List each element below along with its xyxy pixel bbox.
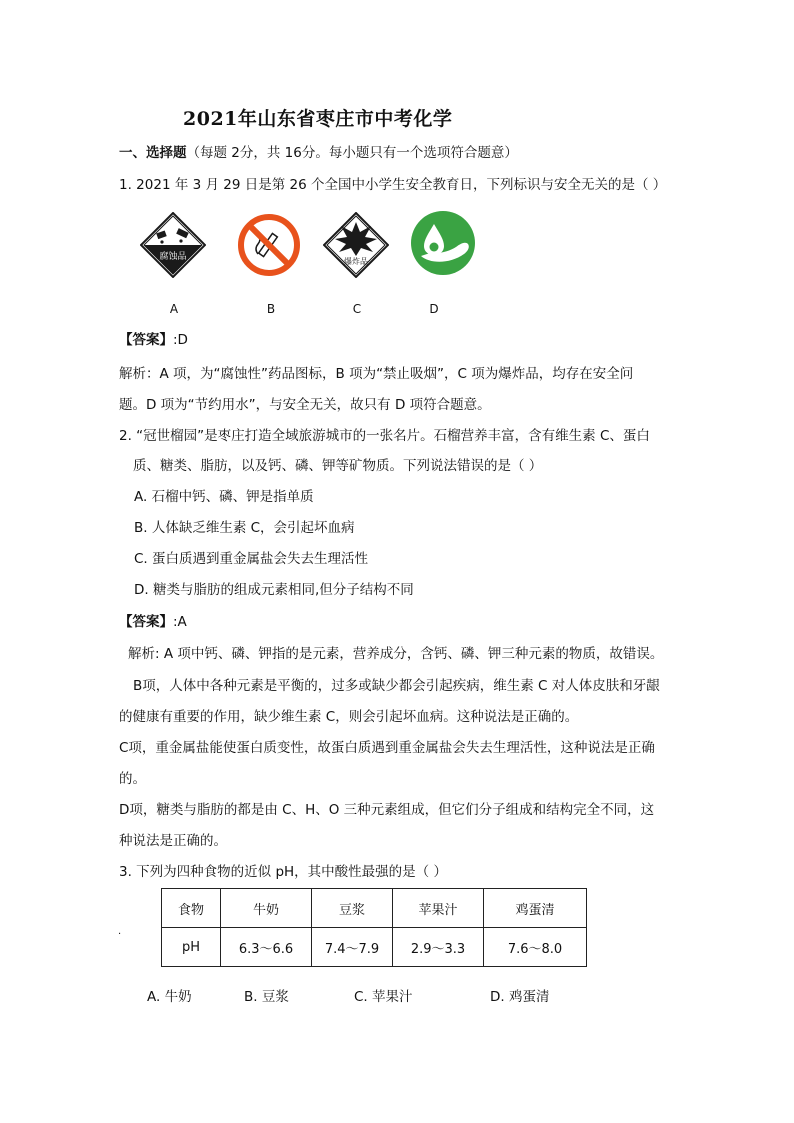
- section-header: [119, 143, 518, 163]
- table-cell: 6.3～6.6: [221, 928, 312, 967]
- question-1-analysis-line: 题。D 项为“节约用水”，与安全无关，故只有 D 项符合题意。: [119, 397, 491, 413]
- question-2-analysis-line: B项，人体中各种元素是平衡的，过多或缺少都会引起疾病，维生素 C 对人体皮肤和牙龈: [133, 678, 660, 694]
- question-2-analysis-line: 解析: A 项中钙、磷、钾指的是元素，营养成分，含钙、磷、钾三种元素的物质，故错误。: [128, 646, 664, 662]
- answer-label: 【答案】: [119, 614, 173, 630]
- question-1-analysis-line: 解析：A 项，为“腐蚀性”药品图标，B 项为“禁止吸烟”，C 项为爆炸品，均存在安全问: [119, 366, 634, 382]
- question-2-option-d: D. 糖类与脂肪的组成元素相同,但分子结构不同: [134, 582, 414, 598]
- water-saving-icon: [410, 210, 476, 276]
- table-header-cell: 牛奶: [221, 889, 312, 928]
- table-cell: pH: [162, 928, 221, 967]
- answer-label: 【答案】: [119, 332, 173, 348]
- section-heading: 一、选择题: [119, 145, 187, 161]
- corrosive-hazard-icon: [140, 212, 206, 278]
- option-label-d: D: [429, 302, 439, 316]
- question-2-analysis-line: D项，糖类与脂肪的都是由 C、H、O 三种元素组成，但它们分子组成和结构完全不同，这: [119, 802, 655, 818]
- table-cell: 7.4～7.9: [312, 928, 393, 967]
- table-header-cell: 鸡蛋清: [484, 889, 587, 928]
- question-3-text: 3. 下列为四种食物的近似 pH，其中酸性最强的是（ ）: [119, 864, 447, 880]
- table-header-cell: 苹果汁: [393, 889, 484, 928]
- option-label-c: C: [352, 302, 362, 316]
- question-1-answer: [119, 330, 188, 350]
- option-label-b: B: [266, 302, 276, 316]
- question-2-analysis-line: C项，重金属盐能使蛋白质变性，故蛋白质遇到重金属盐会失去生理活性，这种说法是正确: [119, 740, 655, 756]
- question-3-option-c: C. 苹果汁: [354, 989, 413, 1005]
- question-1-text: 1. 2021 年 3 月 29 日是第 26 个全国中小学生安全教育日，下列标识与安全无关的是（ ）: [119, 177, 667, 193]
- explosive-hazard-icon: [323, 212, 389, 278]
- question-2-analysis-line: 的健康有重要的作用，缺少维生素 C，则会引起坏血病。这种说法是正确的。: [119, 709, 579, 725]
- question-2-text: 质、糖类、脂肪，以及钙、磷、钾等矿物质。下列说法错误的是（ ）: [133, 458, 543, 474]
- answer-value: :A: [173, 614, 187, 630]
- answer-value: :D: [173, 332, 188, 348]
- question-2-text: 2. “冠世榴园”是枣庄打造全域旅游城市的一张名片。石榴营养丰富，含有维生素 C、蛋白: [119, 428, 650, 444]
- ph-table: [161, 888, 587, 967]
- table-row: [162, 928, 587, 967]
- table-row: [162, 889, 587, 928]
- corrosive-caption: 腐蚀品: [159, 252, 187, 262]
- table-header-cell: 豆浆: [312, 889, 393, 928]
- question-2-option-c: C. 蛋白质遇到重金属盐会失去生理活性: [134, 551, 369, 567]
- stray-dot: .: [118, 926, 122, 937]
- section-note: （每题 2分，共 16分。每小题只有一个选项符合题意）: [186, 145, 518, 161]
- table-cell: 2.9～3.3: [393, 928, 484, 967]
- question-2-answer: [119, 612, 187, 632]
- question-2-analysis-line: 种说法是正确的。: [119, 833, 227, 849]
- question-2-analysis-line: 的。: [119, 771, 146, 787]
- table-cell: 7.6～8.0: [484, 928, 587, 967]
- question-3-option-b: B. 豆浆: [244, 989, 289, 1005]
- option-label-a: A: [169, 302, 179, 316]
- table-header-cell: 食物: [162, 889, 221, 928]
- question-3-option-a: A. 牛奶: [147, 989, 192, 1005]
- no-smoking-icon: [236, 212, 302, 278]
- question-2-option-b: B. 人体缺乏维生素 C，会引起坏血病: [134, 520, 355, 536]
- document-title: 2021年山东省枣庄市中考化学: [183, 108, 453, 130]
- question-3-option-d: D. 鸡蛋清: [490, 989, 550, 1005]
- question-2-option-a: A. 石榴中钙、磷、钾是指单质: [134, 489, 314, 505]
- explosive-caption: 爆炸品: [344, 257, 368, 266]
